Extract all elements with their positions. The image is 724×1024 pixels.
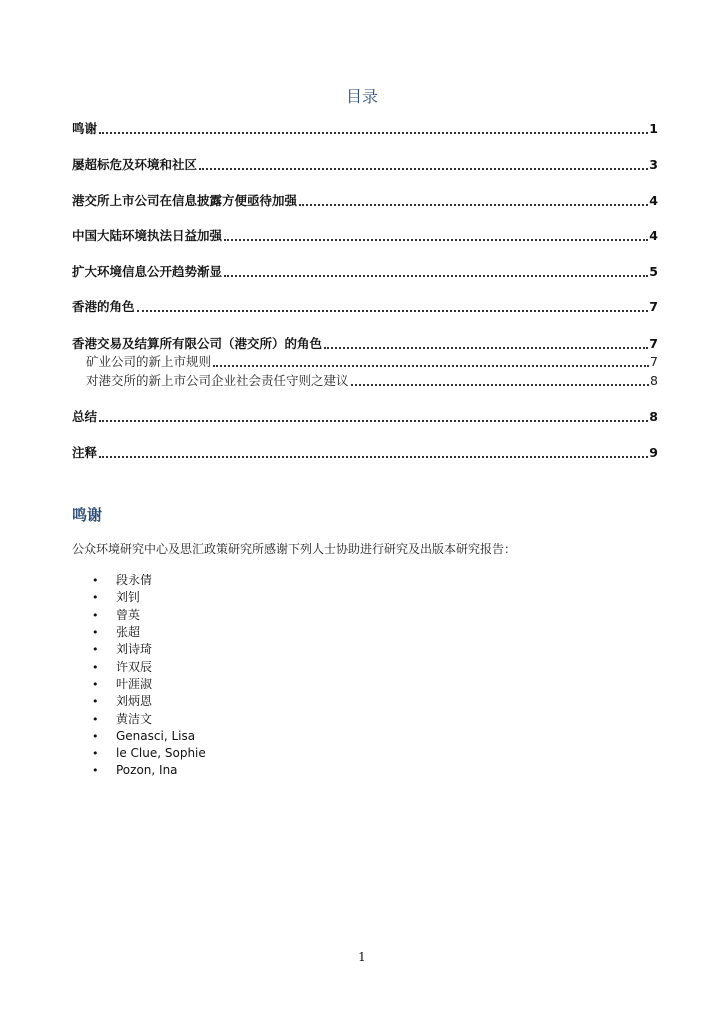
list-item: [92, 676, 206, 693]
toc-entry-disclosure[interactable]: [72, 192, 658, 210]
toc-entry-conclusion[interactable]: [72, 408, 658, 426]
toc-entry-label: 中国大陆环境执法日益加强: [72, 228, 223, 243]
toc-entry-page: 4: [649, 193, 658, 208]
person-name: 许双辰: [116, 659, 153, 674]
toc-leader-dots: [137, 310, 649, 312]
toc-leader-dots: [224, 275, 648, 277]
bullet-icon: •: [92, 747, 99, 761]
list-item: [92, 658, 206, 675]
toc-title: 目录: [345, 87, 378, 106]
list-item: [92, 607, 206, 624]
toc-leader-dots: [213, 365, 649, 367]
toc-entry-page: 7: [649, 299, 658, 314]
list-item: [92, 641, 206, 658]
toc-entry-notes[interactable]: [72, 444, 658, 462]
toc-entry-label: 港交所上市公司在信息披露方便亟待加强: [72, 193, 298, 208]
toc-subentry-csr-guidelines[interactable]: [86, 372, 658, 390]
toc-entry-label: 对港交所的新上市公司企业社会责任守则之建议: [86, 373, 349, 388]
toc-entry-page: 5: [649, 264, 658, 279]
toc-entry-page: 8: [650, 373, 658, 388]
person-name: 刘炳恩: [116, 694, 153, 709]
bullet-icon: •: [92, 712, 99, 726]
bullet-icon: •: [92, 660, 99, 674]
person-name: 曾英: [116, 607, 141, 622]
toc-leader-dots: [324, 347, 648, 349]
toc-entry-page: 7: [650, 354, 658, 369]
toc-entry-page: 4: [649, 228, 658, 243]
toc-entry-label: 总结: [72, 409, 98, 424]
toc-entry-label: 香港的角色: [72, 299, 135, 314]
toc-entry-label: 注释: [72, 445, 98, 460]
toc-entry-transparency[interactable]: [72, 263, 658, 281]
toc-leader-dots: [199, 168, 648, 170]
toc-leader-dots: [224, 239, 648, 241]
bullet-icon: •: [92, 729, 99, 743]
toc-entry-hkex-role[interactable]: [72, 335, 658, 353]
toc-entry-exceedances[interactable]: [72, 156, 658, 174]
toc-entry-page: 8: [649, 409, 658, 424]
toc-entry-page: 9: [649, 445, 658, 460]
bullet-icon: •: [92, 643, 99, 657]
person-name: 段永倩: [116, 573, 153, 588]
bullet-icon: •: [92, 677, 99, 691]
toc-entry-label: 屡超标危及环境和社区: [72, 157, 198, 172]
toc-entry-page: 1: [649, 121, 658, 136]
bullet-icon: •: [92, 764, 99, 778]
toc-entry-page: 7: [649, 336, 658, 351]
list-item: [92, 572, 206, 589]
bullet-icon: •: [92, 695, 99, 709]
toc-entry-label: 扩大环境信息公开趋势渐显: [72, 264, 223, 279]
list-item: [92, 589, 206, 606]
list-item: [92, 762, 206, 779]
toc-entry-acknowledgements[interactable]: [72, 120, 658, 138]
page-number: 1: [358, 950, 366, 964]
list-item: [92, 693, 206, 710]
bullet-icon: •: [92, 591, 99, 605]
toc-entry-label: 鸣谢: [72, 121, 98, 136]
bullet-icon: •: [92, 626, 99, 640]
acknowledgements-intro: 公众环境研究中心及思汇政策研究所感谢下列人士协助进行研究及出版本研究报告：: [72, 542, 517, 556]
toc-subentry-mining-rules[interactable]: [86, 353, 658, 371]
bullet-icon: •: [92, 574, 99, 588]
person-name: 刘诗琦: [116, 642, 153, 657]
toc-entry-hongkong-role[interactable]: [72, 298, 658, 316]
acknowledgements-heading: 鸣谢: [72, 506, 103, 524]
list-item: [92, 710, 206, 727]
toc-entry-label: 矿业公司的新上市规则: [86, 354, 212, 369]
toc-entry-enforcement[interactable]: [72, 227, 658, 245]
list-item: [92, 728, 206, 745]
toc-leader-dots: [99, 420, 648, 422]
list-item: [92, 624, 206, 641]
toc-leader-dots: [99, 456, 648, 458]
bullet-icon: •: [92, 608, 99, 622]
person-name: 张超: [116, 625, 141, 640]
person-name: le Clue, Sophie: [116, 746, 206, 761]
toc-leader-dots: [351, 384, 650, 386]
toc-leader-dots: [99, 132, 648, 134]
toc-entry-label: 香港交易及结算所有限公司（港交所）的角色: [72, 336, 323, 351]
person-name: 黄洁文: [116, 711, 153, 726]
list-item: [92, 745, 206, 762]
person-name: 叶涯淑: [116, 676, 153, 691]
acknowledgements-list: [92, 572, 206, 780]
person-name: Genasci, Lisa: [116, 728, 196, 743]
person-name: Pozon, Ina: [116, 763, 178, 778]
toc-leader-dots: [299, 204, 648, 206]
toc-entry-page: 3: [649, 157, 658, 172]
person-name: 刘钊: [116, 590, 141, 605]
